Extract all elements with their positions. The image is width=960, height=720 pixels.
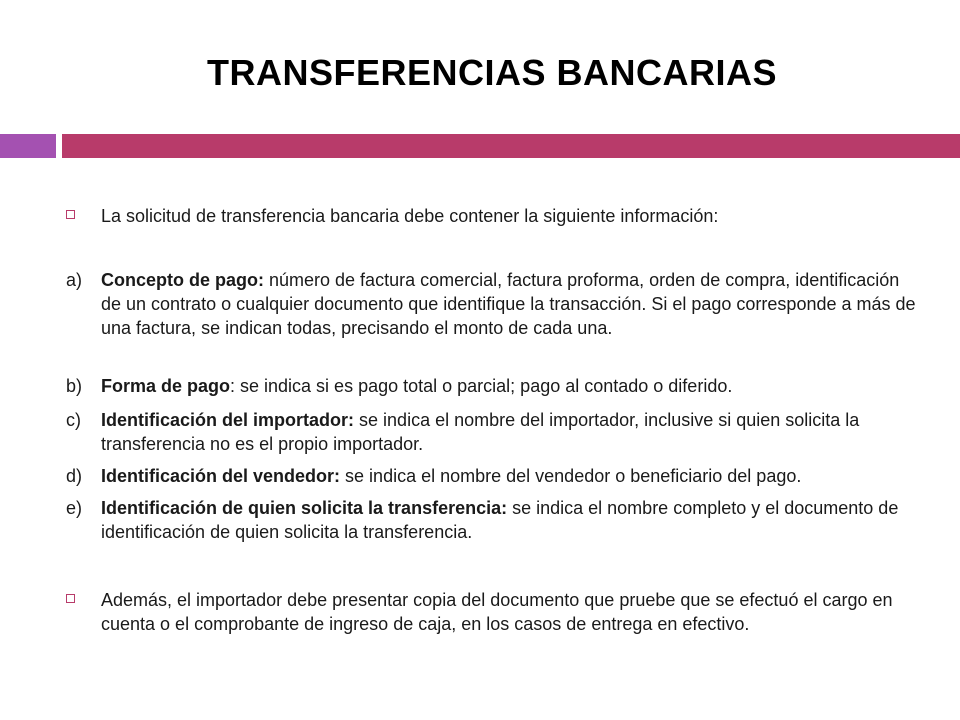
item-heading: Identificación del vendedor: bbox=[101, 466, 341, 486]
item-marker: e) bbox=[66, 498, 83, 518]
slide-title: TRANSFERENCIAS BANCARIAS bbox=[206, 52, 778, 93]
item-text: se indica el nombre completo y el documento de identificación de quien solicita la transferencia. bbox=[101, 498, 899, 542]
item-marker: a) bbox=[66, 270, 83, 290]
list-item bbox=[66, 408, 916, 456]
item-text: número de factura comercial, factura proforma, orden de compra, identificación de un contrato o cualquier documento que identifique la transacción. Si el pago corresponde a más de una factura, se indican todas, precisando el monto de cada una. bbox=[101, 270, 916, 338]
item-marker: d) bbox=[66, 466, 83, 486]
item-marker: c) bbox=[66, 410, 81, 430]
list-item bbox=[66, 464, 916, 488]
square-bullet-icon bbox=[66, 210, 75, 219]
item-heading: Forma de pago bbox=[101, 376, 231, 396]
item-text: : se indica si es pago total o parcial; pago al contado o diferido. bbox=[230, 376, 733, 396]
closing-text: Además, el importador debe presentar copia del documento que pruebe que se efectuó el cargo en cuenta o el comprobante de ingreso de caja, en los casos de entrega en efectivo. bbox=[101, 590, 893, 634]
list-item bbox=[66, 374, 916, 398]
closing-bullet bbox=[66, 588, 916, 636]
intro-text: La solicitud de transferencia bancaria debe contener la siguiente información: bbox=[101, 206, 719, 226]
item-heading: Identificación del importador: bbox=[101, 410, 355, 430]
list-item bbox=[66, 268, 916, 340]
item-text: se indica el nombre del vendedor o beneficiario del pago. bbox=[340, 466, 802, 486]
item-heading: Identificación de quien solicita la transferencia: bbox=[101, 498, 508, 518]
item-text: se indica el nombre del importador, inclusive si quien solicita la transferencia no es el propio importador. bbox=[101, 410, 860, 454]
intro-bullet bbox=[66, 204, 916, 228]
item-heading: Concepto de pago: bbox=[101, 270, 264, 290]
item-marker: b) bbox=[66, 376, 83, 396]
list-item bbox=[66, 496, 916, 544]
square-bullet-icon bbox=[66, 594, 75, 603]
